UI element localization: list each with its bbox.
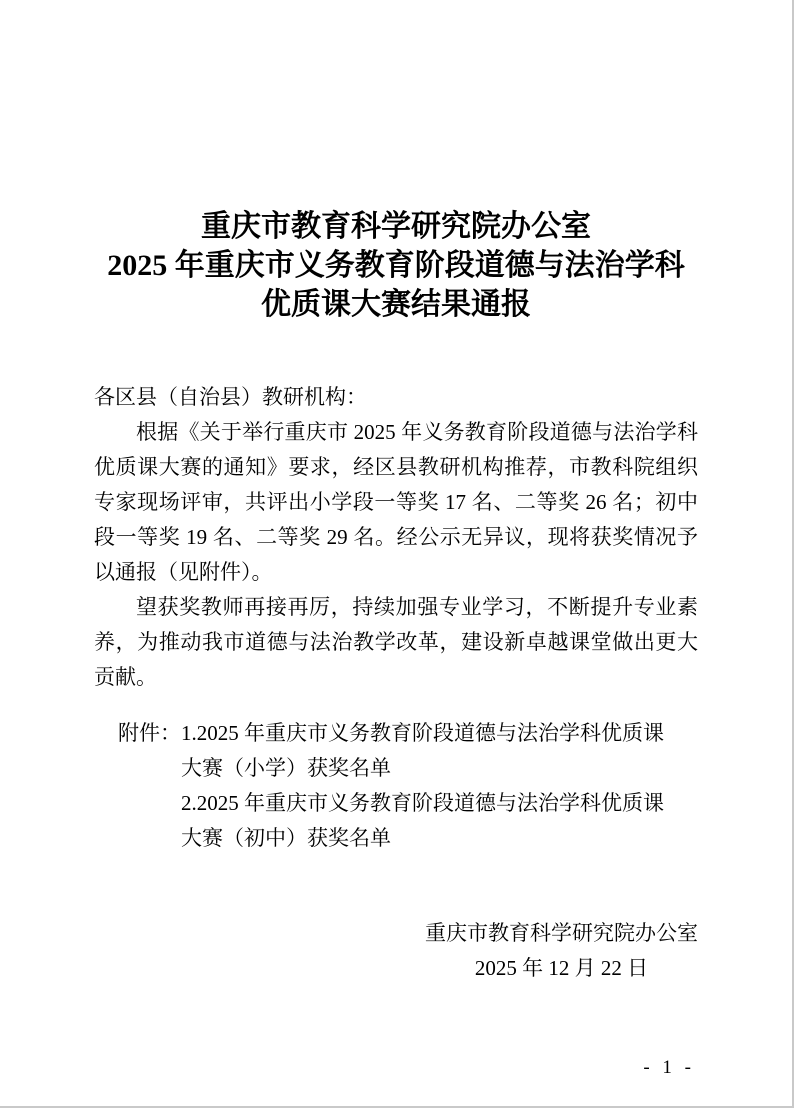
page-number: - 1 - — [643, 1057, 695, 1078]
attachment-item-junior-high — [181, 786, 698, 856]
title-line-3: 优质课大赛结果通报 — [261, 288, 531, 321]
document-title — [94, 207, 698, 324]
attachment-1-line-2: 大赛（小学）获奖名单 — [181, 756, 391, 780]
attachments-label: 附件： — [118, 721, 181, 745]
attachments-list — [181, 716, 698, 856]
attachments-section — [118, 716, 698, 856]
title-line-1: 重庆市教育科学研究院办公室 — [201, 210, 591, 243]
paragraph-results: 根据《关于举行重庆市 2025 年义务教育阶段道德与法治学科优质课大赛的通知》要求，经区县教研机构推荐，市教科院组织专家现场评审，共评出小学段一等奖 17 名、二等奖 26 名；初中段一等奖 19 名、二等奖 29 名。经公示无异议，现将获奖情况予以通报（见附件）。 — [94, 420, 698, 584]
title-line-2: 2025 年重庆市义务教育阶段道德与法治学科 — [107, 249, 685, 282]
attachment-item-primary-school — [181, 716, 698, 786]
signature-organization: 重庆市教育科学研究院办公室 — [425, 921, 698, 945]
signature-block — [94, 916, 698, 986]
salutation: 各区县（自治县）教研机构： — [94, 385, 367, 409]
document-body — [94, 380, 698, 986]
signature-inner — [425, 916, 698, 986]
attachment-1-line-1: 1.2025 年重庆市义务教育阶段道德与法治学科优质课 — [181, 721, 664, 745]
paragraph-encouragement: 望获奖教师再接再厉，持续加强专业学习，不断提升专业素养，为推动我市道德与法治教学改革，建设新卓越课堂做出更大贡献。 — [94, 595, 698, 689]
attachment-2-line-2: 大赛（初中）获奖名单 — [181, 826, 391, 850]
signature-date: 2025 年 12 月 22 日 — [474, 956, 649, 980]
attachment-2-line-1: 2.2025 年重庆市义务教育阶段道德与法治学科优质课 — [181, 791, 664, 815]
